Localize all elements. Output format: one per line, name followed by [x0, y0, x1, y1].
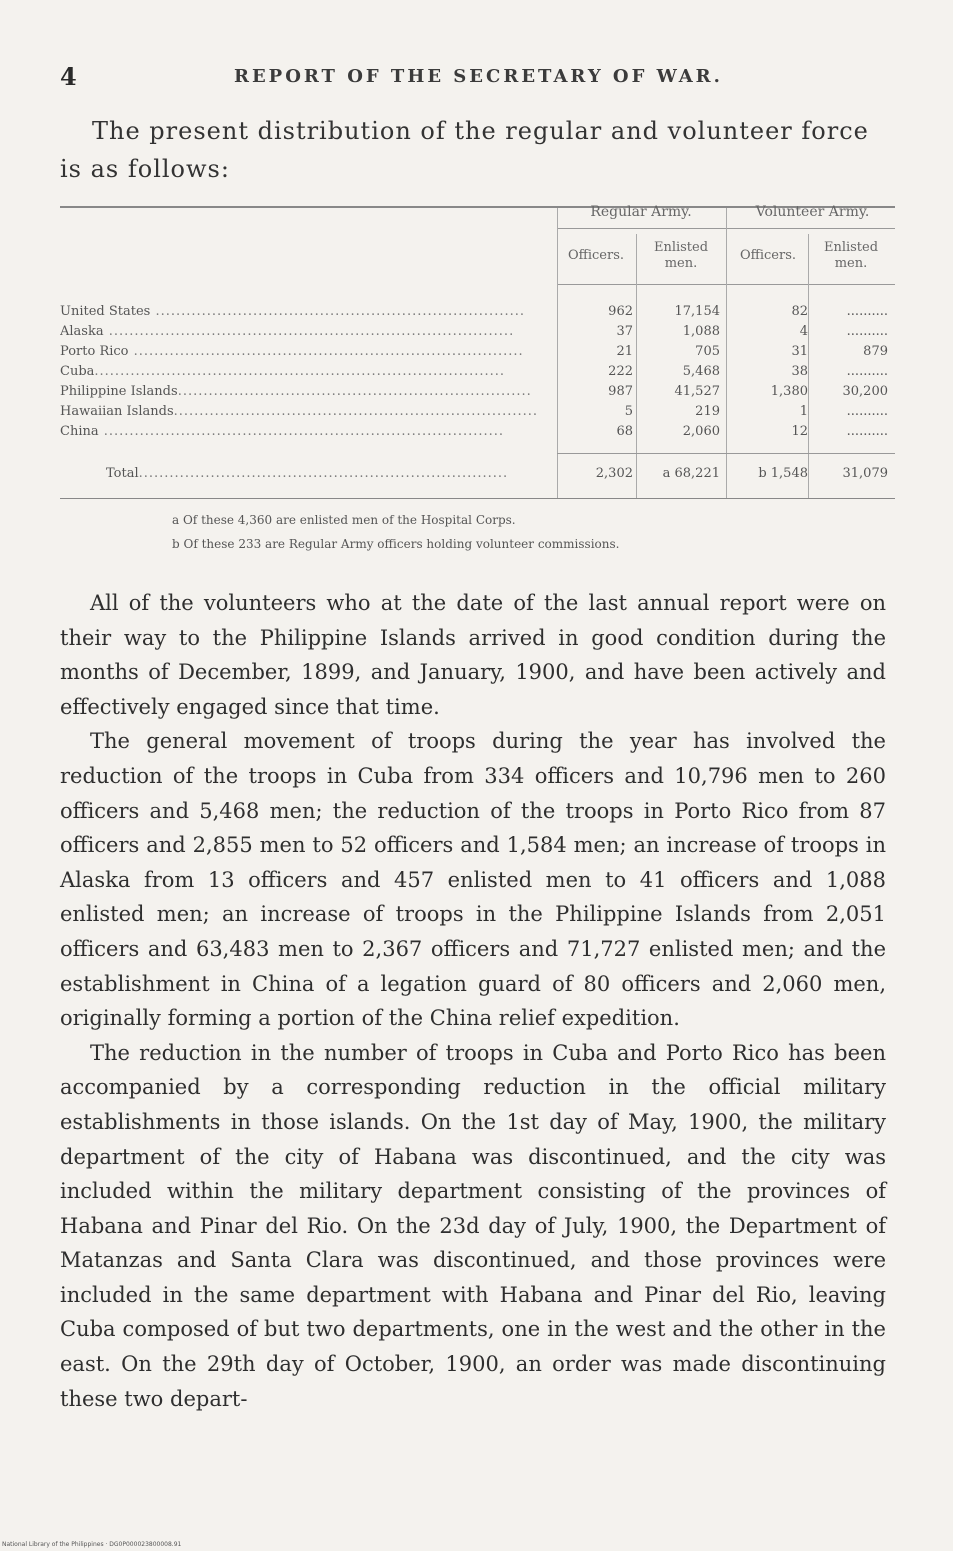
paragraph: The reduction in the number of troops in Cuba and Porto Rico has been accompanied by a corresponding reduction in the official military establishments in those islands. On the 1st day of May, 1900, the military department of the city of Habana was discontinued, and the city was included within the military department consisting of the provinces of Habana and Pinar del Rio. On the 23d day of July, 1900, the Department of Matanzas and Santa Clara was discontinued, and those provinces were included in the same department with Habana and Pinar del Rio, leaving Cuba composed of but two departments, one in the west and the other in the east. On the 29th day of October, 1900, an order was made discontinuing these two depart- — [60, 1040, 886, 1411]
page-header — [60, 62, 920, 102]
total-regular-enlisted: a 68,221 — [662, 466, 720, 481]
col-header-regular-enlisted: Enlisted men. — [653, 240, 709, 271]
row-label: China — [60, 424, 99, 439]
table-row: Porto Rico ............................................................................ 21 705 31 879 — [60, 344, 888, 359]
table-row: China .............................................................................. 68 2,060 12 .......... — [60, 424, 888, 439]
col-header-regular-officers: Officers. — [567, 248, 625, 263]
table-footnotes — [172, 508, 619, 556]
cell-volunteer-officers: 82 — [791, 304, 808, 319]
group-header-regular: Regular Army. — [590, 204, 692, 220]
table-row: Hawaiian Islands....................................................................... 5 219 1 .......... — [60, 404, 888, 419]
cell-volunteer-officers: 1 — [799, 404, 808, 419]
cell-volunteer-enlisted: .......... — [846, 404, 888, 419]
cell-volunteer-enlisted: .......... — [846, 424, 888, 439]
cell-volunteer-enlisted: 879 — [863, 344, 888, 359]
total-volunteer-officers: b 1,548 — [758, 466, 808, 481]
total-rule — [557, 453, 895, 454]
cell-volunteer-enlisted: .......... — [846, 324, 888, 339]
row-label: Philippine Islands — [60, 384, 178, 399]
cell-volunteer-officers: 4 — [799, 324, 808, 339]
cell-volunteer-enlisted: .......... — [846, 304, 888, 319]
cell-regular-enlisted: 219 — [695, 404, 720, 419]
row-label: Alaska — [60, 324, 104, 339]
table-row: Cuba................................................................................ 222 5,468 38 .......... — [60, 364, 888, 379]
cell-regular-enlisted: 1,088 — [682, 324, 720, 339]
group-header-volunteer: Volunteer Army. — [755, 204, 870, 220]
row-label: Porto Rico — [60, 344, 129, 359]
table-row: United States ........................................................................ 962 17,154 82 .......... — [60, 304, 888, 319]
total-volunteer-enlisted: 31,079 — [842, 466, 888, 481]
cell-regular-officers: 5 — [624, 404, 633, 419]
total-regular-officers: 2,302 — [595, 466, 633, 481]
cell-regular-enlisted: 705 — [695, 344, 720, 359]
cell-regular-officers: 222 — [608, 364, 633, 379]
cell-regular-enlisted: 41,527 — [674, 384, 720, 399]
cell-volunteer-enlisted: .......... — [846, 364, 888, 379]
cell-regular-officers: 37 — [616, 324, 633, 339]
paragraph: All of the volunteers who at the date of the last annual report were on their way to the Philippine Islands arrived in good condition during the months of December, 1899, and January, 1900, and have been actively and effectively engaged since that time. — [60, 591, 886, 719]
cell-volunteer-officers: 38 — [791, 364, 808, 379]
table-bottom-rule — [60, 498, 895, 499]
cell-volunteer-enlisted: 30,200 — [842, 384, 888, 399]
cell-volunteer-officers: 1,380 — [770, 384, 808, 399]
col-header-volunteer-enlisted: Enlisted men. — [823, 240, 879, 271]
cell-regular-enlisted: 5,468 — [682, 364, 720, 379]
cell-regular-enlisted: 17,154 — [674, 304, 720, 319]
row-label: Cuba — [60, 364, 95, 379]
row-label: United States — [60, 304, 151, 319]
cell-regular-enlisted: 2,060 — [682, 424, 720, 439]
total-row: Total........................................................................ 2,302 a 68,221 b 1,548 31,079 — [106, 466, 888, 481]
table-row: Alaska ............................................................................... 37 1,088 4 .......... — [60, 324, 888, 339]
cell-volunteer-officers: 12 — [791, 424, 808, 439]
intro-paragraph: The present distribution of the regular and volunteer force is as follows: — [60, 117, 869, 183]
col-header-volunteer-officers: Officers. — [739, 248, 797, 263]
cell-regular-officers: 962 — [608, 304, 633, 319]
footnote-a: a Of these 4,360 are enlisted men of the Hospital Corps. — [172, 513, 516, 527]
table-row: Philippine Islands..................................................................... 987 41,527 1,380 30,200 — [60, 384, 888, 399]
footnote-b: b Of these 233 are Regular Army officers holding volunteer commissions. — [172, 537, 620, 551]
cell-regular-officers: 68 — [616, 424, 633, 439]
total-label: Total — [106, 466, 139, 481]
running-head: REPORT OF THE SECRETARY OF WAR. — [234, 66, 723, 87]
paragraph: The general movement of troops during the year has involved the reduction of the troops in Cuba from 334 officers and 10,796 men to 260 officers and 5,468 men; the reduction of the troops in Porto Rico from 87 officers and 2,855 men to 52 officers and 1,584 men; an increase of troops in Alaska from 13 officers and 457 enlisted men to 41 officers and 1,088 enlisted men; an increase of troops in the Philippine Islands from 2,051 officers and 63,483 men to 2,367 officers and 71,727 enlisted men; and the establishment in China of a legation guard of 80 officers and 2,060 men, originally forming a portion of the China relief expedition. — [60, 729, 886, 1031]
row-label: Hawaiian Islands — [60, 404, 174, 419]
page-number: 4 — [60, 62, 77, 91]
scan-credit: National Library of the Philippines · DG0P000023800008.91 — [2, 1541, 182, 1548]
cell-regular-officers: 987 — [608, 384, 633, 399]
cell-regular-officers: 21 — [616, 344, 633, 359]
body-text — [60, 586, 886, 1416]
cell-volunteer-officers: 31 — [791, 344, 808, 359]
